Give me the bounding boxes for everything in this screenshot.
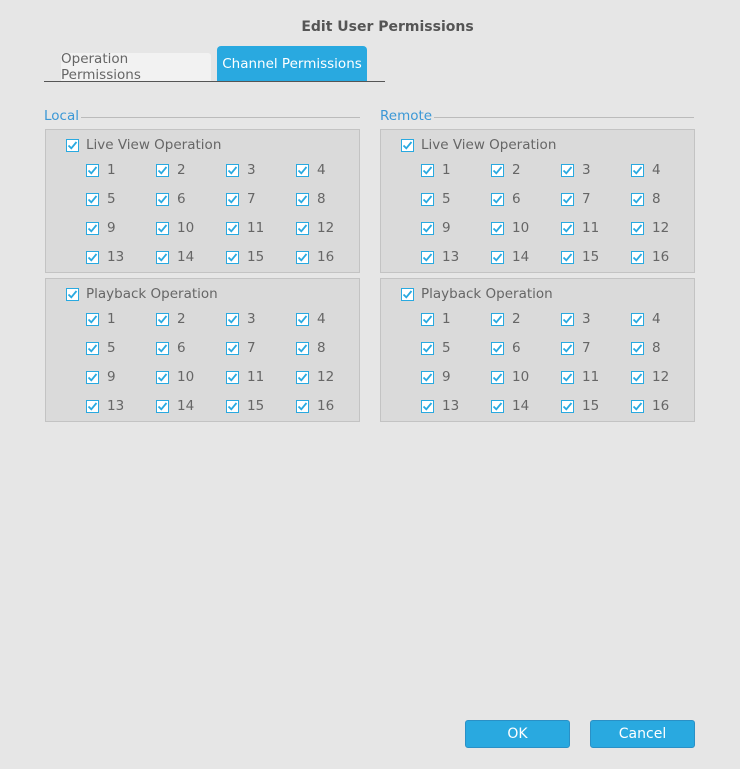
channel-label: 6 [177, 191, 186, 207]
checkmark-icon [157, 194, 168, 205]
checkmark-icon [422, 165, 433, 176]
channel-label: 8 [652, 191, 661, 207]
remote-playback-channel-3[interactable] [561, 311, 591, 327]
channel-checkbox[interactable] [421, 164, 434, 177]
remote-live-channel-15[interactable] [561, 249, 599, 265]
checkmark-icon [157, 343, 168, 354]
channel-checkbox[interactable] [226, 193, 239, 206]
remote-playback-channel-12[interactable] [631, 369, 669, 385]
checkmark-icon [562, 343, 573, 354]
channel-checkbox[interactable] [156, 222, 169, 235]
checkmark-icon [422, 194, 433, 205]
local-playback-channel-7[interactable] [226, 340, 256, 356]
checkmark-icon [297, 165, 308, 176]
channel-checkbox[interactable] [561, 164, 574, 177]
local-playback-channel-4[interactable] [296, 311, 326, 327]
checkmark-icon [87, 372, 98, 383]
checkmark-icon [492, 165, 503, 176]
channel-checkbox[interactable] [226, 164, 239, 177]
channel-label: 10 [177, 369, 195, 385]
channel-checkbox[interactable] [156, 371, 169, 384]
channel-checkbox[interactable] [631, 342, 644, 355]
channel-checkbox[interactable] [226, 371, 239, 384]
checkmark-icon [422, 401, 433, 412]
remote-live-channel-9[interactable] [421, 220, 451, 236]
checkmark-icon [227, 223, 238, 234]
channel-checkbox[interactable] [421, 342, 434, 355]
channel-checkbox[interactable] [421, 222, 434, 235]
remote-live-channel-1[interactable] [421, 162, 451, 178]
remote-playback-channel-1[interactable] [421, 311, 451, 327]
local-live-channel-16[interactable] [296, 249, 334, 265]
ok-button[interactable]: OK [465, 720, 570, 748]
channel-checkbox[interactable] [156, 164, 169, 177]
checkmark-icon [227, 252, 238, 263]
channel-label: 8 [317, 340, 326, 356]
channel-checkbox[interactable] [421, 251, 434, 264]
remote-playback-label: Playback Operation [421, 286, 553, 302]
remote-playback-channel-11[interactable] [561, 369, 599, 385]
channel-label: 3 [582, 162, 591, 178]
remote-section-header [380, 108, 694, 124]
channel-label: 2 [512, 311, 521, 327]
remote-live-channel-14[interactable] [491, 249, 529, 265]
checkmark-icon [632, 372, 643, 383]
checkmark-icon [422, 343, 433, 354]
channel-checkbox[interactable] [631, 164, 644, 177]
channel-checkbox[interactable] [86, 222, 99, 235]
checkmark-icon [87, 194, 98, 205]
checkmark-icon [87, 252, 98, 263]
checkmark-icon [227, 314, 238, 325]
channel-label: 15 [582, 249, 600, 265]
channel-label: 12 [317, 220, 335, 236]
checkmark-icon [632, 252, 643, 263]
channel-checkbox[interactable] [86, 371, 99, 384]
remote-live-channel-2[interactable] [491, 162, 521, 178]
local-playback-channel-2[interactable] [156, 311, 186, 327]
channel-label: 14 [177, 249, 195, 265]
channel-label: 7 [582, 191, 591, 207]
channel-label: 15 [247, 398, 265, 414]
local-label: Local [44, 108, 79, 124]
checkmark-icon [562, 223, 573, 234]
remote-live-channel-13[interactable] [421, 249, 459, 265]
local-live-channel-6[interactable] [156, 191, 186, 207]
local-playback-channel-1[interactable] [86, 311, 116, 327]
checkmark-icon [157, 372, 168, 383]
channel-label: 6 [177, 340, 186, 356]
channel-checkbox[interactable] [631, 400, 644, 413]
checkmark-icon [632, 223, 643, 234]
checkmark-icon [562, 194, 573, 205]
channel-label: 10 [177, 220, 195, 236]
channel-label: 10 [512, 369, 530, 385]
checkmark-icon [227, 194, 238, 205]
local-live-channel-7[interactable] [226, 191, 256, 207]
checkmark-icon [157, 165, 168, 176]
channel-label: 6 [512, 191, 521, 207]
tab-bar [44, 46, 385, 82]
channel-checkbox[interactable] [226, 342, 239, 355]
channel-label: 4 [652, 311, 661, 327]
dialog-title: Edit User Permissions [301, 19, 474, 35]
checkmark-icon [227, 165, 238, 176]
checkmark-icon [562, 314, 573, 325]
remote-playback-channel-9[interactable] [421, 369, 451, 385]
remote-playback-channel-8[interactable] [631, 340, 661, 356]
remote-playback-channel-14[interactable] [491, 398, 529, 414]
channel-label: 13 [107, 398, 125, 414]
checkmark-icon [297, 343, 308, 354]
channel-label: 16 [652, 398, 670, 414]
checkmark-icon [87, 343, 98, 354]
channel-label: 13 [107, 249, 125, 265]
remote-live-view-title [401, 137, 556, 153]
local-playback-title [66, 286, 218, 302]
local-playback-channel-10[interactable] [156, 369, 194, 385]
checkmark-icon [87, 314, 98, 325]
channel-checkbox[interactable] [421, 371, 434, 384]
local-live-channel-5[interactable] [86, 191, 116, 207]
checkmark-icon [297, 372, 308, 383]
local-playback-channel-15[interactable] [226, 398, 264, 414]
checkmark-icon [492, 314, 503, 325]
channel-checkbox[interactable] [561, 222, 574, 235]
channel-checkbox[interactable] [296, 251, 309, 264]
channel-label: 16 [317, 398, 335, 414]
local-live-view-checkbox[interactable] [66, 139, 79, 152]
channel-checkbox[interactable] [156, 313, 169, 326]
channel-checkbox[interactable] [491, 400, 504, 413]
remote-live-view-group [380, 129, 695, 273]
checkmark-icon [492, 252, 503, 263]
remote-live-view-label: Live View Operation [421, 137, 557, 153]
channel-label: 15 [582, 398, 600, 414]
checkmark-icon [632, 314, 643, 325]
local-playback-group [45, 278, 360, 422]
local-live-channel-8[interactable] [296, 191, 326, 207]
remote-live-channel-7[interactable] [561, 191, 591, 207]
channel-checkbox[interactable] [86, 193, 99, 206]
channel-label: 3 [247, 311, 256, 327]
channel-label: 7 [247, 340, 256, 356]
channel-label: 5 [442, 191, 451, 207]
tab-channel-permissions[interactable]: Channel Permissions [217, 46, 367, 81]
remote-live-channel-5[interactable] [421, 191, 451, 207]
channel-checkbox[interactable] [226, 400, 239, 413]
channel-label: 11 [247, 220, 265, 236]
channel-label: 7 [582, 340, 591, 356]
channel-checkbox[interactable] [561, 400, 574, 413]
channel-label: 16 [652, 249, 670, 265]
local-live-channel-13[interactable] [86, 249, 124, 265]
channel-label: 1 [107, 162, 116, 178]
remote-live-view-checkbox[interactable] [401, 139, 414, 152]
channel-label: 13 [442, 249, 460, 265]
channel-checkbox[interactable] [86, 342, 99, 355]
channel-label: 5 [442, 340, 451, 356]
local-live-channel-14[interactable] [156, 249, 194, 265]
local-playback-channel-5[interactable] [86, 340, 116, 356]
checkmark-icon [422, 223, 433, 234]
local-live-channel-1[interactable] [86, 162, 116, 178]
checkmark-icon [492, 343, 503, 354]
channel-label: 15 [247, 249, 265, 265]
remote-playback-channel-16[interactable] [631, 398, 669, 414]
channel-checkbox[interactable] [491, 313, 504, 326]
checkmark-icon [297, 314, 308, 325]
checkmark-icon [297, 252, 308, 263]
checkmark-icon [227, 372, 238, 383]
channel-checkbox[interactable] [296, 222, 309, 235]
local-playback-checkbox[interactable] [66, 288, 79, 301]
channel-label: 9 [107, 369, 116, 385]
local-playback-channel-16[interactable] [296, 398, 334, 414]
channel-label: 16 [317, 249, 335, 265]
channel-checkbox[interactable] [296, 371, 309, 384]
local-live-view-title [66, 137, 221, 153]
channel-label: 2 [177, 162, 186, 178]
channel-checkbox[interactable] [491, 164, 504, 177]
channel-checkbox[interactable] [491, 251, 504, 264]
remote-playback-channel-2[interactable] [491, 311, 521, 327]
remote-playback-channel-10[interactable] [491, 369, 529, 385]
local-playback-channel-8[interactable] [296, 340, 326, 356]
checkmark-icon [632, 194, 643, 205]
channel-label: 1 [107, 311, 116, 327]
channel-label: 4 [317, 311, 326, 327]
checkmark-icon [87, 223, 98, 234]
channel-label: 2 [512, 162, 521, 178]
local-playback-channel-9[interactable] [86, 369, 116, 385]
channel-label: 3 [247, 162, 256, 178]
checkmark-icon [492, 194, 503, 205]
checkmark-icon [297, 223, 308, 234]
local-playback-channel-12[interactable] [296, 369, 334, 385]
checkmark-icon [562, 372, 573, 383]
channel-label: 9 [107, 220, 116, 236]
channel-label: 11 [582, 220, 600, 236]
checkmark-icon [562, 165, 573, 176]
remote-label: Remote [380, 108, 433, 124]
remote-live-channel-11[interactable] [561, 220, 599, 236]
remote-playback-channel-5[interactable] [421, 340, 451, 356]
remote-playback-group [380, 278, 695, 422]
checkmark-icon [492, 401, 503, 412]
channel-checkbox[interactable] [296, 313, 309, 326]
cancel-button[interactable]: Cancel [590, 720, 695, 748]
channel-label: 9 [442, 220, 451, 236]
channel-checkbox[interactable] [561, 371, 574, 384]
checkmark-icon [87, 165, 98, 176]
channel-checkbox[interactable] [226, 313, 239, 326]
remote-playback-channel-13[interactable] [421, 398, 459, 414]
checkmark-icon [297, 401, 308, 412]
local-live-channel-4[interactable] [296, 162, 326, 178]
channel-checkbox[interactable] [296, 193, 309, 206]
tab-operation-permissions[interactable]: Operation Permissions [61, 53, 211, 81]
channel-label: 14 [512, 249, 530, 265]
channel-label: 12 [652, 369, 670, 385]
remote-live-channel-10[interactable] [491, 220, 529, 236]
channel-label: 6 [512, 340, 521, 356]
local-playback-channel-3[interactable] [226, 311, 256, 327]
channel-checkbox[interactable] [156, 251, 169, 264]
channel-checkbox[interactable] [421, 193, 434, 206]
channel-label: 12 [317, 369, 335, 385]
checkmark-icon [157, 314, 168, 325]
checkmark-icon [157, 401, 168, 412]
channel-checkbox[interactable] [631, 222, 644, 235]
local-playback-label: Playback Operation [86, 286, 218, 302]
local-live-channel-3[interactable] [226, 162, 256, 178]
local-live-view-label: Live View Operation [86, 137, 222, 153]
checkmark-icon [492, 223, 503, 234]
channel-checkbox[interactable] [561, 193, 574, 206]
channel-checkbox[interactable] [561, 342, 574, 355]
channel-label: 4 [652, 162, 661, 178]
remote-playback-channel-6[interactable] [491, 340, 521, 356]
channel-label: 8 [652, 340, 661, 356]
channel-label: 12 [652, 220, 670, 236]
channel-checkbox[interactable] [86, 400, 99, 413]
channel-label: 9 [442, 369, 451, 385]
channel-checkbox[interactable] [631, 251, 644, 264]
channel-checkbox[interactable] [631, 193, 644, 206]
remote-playback-channel-15[interactable] [561, 398, 599, 414]
channel-checkbox[interactable] [226, 222, 239, 235]
checkmark-icon [402, 140, 413, 151]
checkmark-icon [297, 194, 308, 205]
channel-label: 8 [317, 191, 326, 207]
channel-checkbox[interactable] [421, 313, 434, 326]
remote-playback-title [401, 286, 553, 302]
checkmark-icon [227, 343, 238, 354]
local-playback-channel-6[interactable] [156, 340, 186, 356]
channel-checkbox[interactable] [86, 164, 99, 177]
checkmark-icon [67, 140, 78, 151]
channel-label: 10 [512, 220, 530, 236]
channel-label: 3 [582, 311, 591, 327]
channel-checkbox[interactable] [296, 164, 309, 177]
local-live-view-group [45, 129, 360, 273]
channel-checkbox[interactable] [296, 342, 309, 355]
local-playback-channel-11[interactable] [226, 369, 264, 385]
local-live-channel-15[interactable] [226, 249, 264, 265]
local-live-channel-2[interactable] [156, 162, 186, 178]
channel-checkbox[interactable] [156, 342, 169, 355]
section-divider [434, 117, 694, 118]
channel-label: 5 [107, 191, 116, 207]
checkmark-icon [227, 401, 238, 412]
channel-label: 14 [512, 398, 530, 414]
checkmark-icon [402, 289, 413, 300]
section-divider [81, 117, 360, 118]
checkmark-icon [67, 289, 78, 300]
local-live-channel-10[interactable] [156, 220, 194, 236]
channel-label: 2 [177, 311, 186, 327]
checkmark-icon [632, 401, 643, 412]
checkmark-icon [157, 252, 168, 263]
remote-playback-checkbox[interactable] [401, 288, 414, 301]
checkmark-icon [157, 223, 168, 234]
remote-live-channel-16[interactable] [631, 249, 669, 265]
channel-checkbox[interactable] [491, 342, 504, 355]
channel-label: 13 [442, 398, 460, 414]
channel-checkbox[interactable] [631, 371, 644, 384]
checkmark-icon [422, 252, 433, 263]
channel-label: 7 [247, 191, 256, 207]
local-playback-channel-14[interactable] [156, 398, 194, 414]
channel-checkbox[interactable] [561, 313, 574, 326]
checkmark-icon [422, 314, 433, 325]
channel-checkbox[interactable] [156, 400, 169, 413]
checkmark-icon [87, 401, 98, 412]
channel-checkbox[interactable] [561, 251, 574, 264]
channel-label: 1 [442, 162, 451, 178]
checkmark-icon [492, 372, 503, 383]
channel-checkbox[interactable] [491, 222, 504, 235]
checkmark-icon [562, 252, 573, 263]
channel-checkbox[interactable] [86, 313, 99, 326]
local-live-channel-12[interactable] [296, 220, 334, 236]
channel-checkbox[interactable] [296, 400, 309, 413]
channel-checkbox[interactable] [156, 193, 169, 206]
channel-label: 14 [177, 398, 195, 414]
checkmark-icon [632, 343, 643, 354]
checkmark-icon [632, 165, 643, 176]
remote-live-channel-3[interactable] [561, 162, 591, 178]
local-live-channel-11[interactable] [226, 220, 264, 236]
channel-label: 11 [582, 369, 600, 385]
channel-checkbox[interactable] [226, 251, 239, 264]
local-playback-channel-13[interactable] [86, 398, 124, 414]
channel-checkbox[interactable] [491, 193, 504, 206]
channel-checkbox[interactable] [86, 251, 99, 264]
local-section-header [44, 108, 360, 124]
channel-checkbox[interactable] [421, 400, 434, 413]
channel-label: 5 [107, 340, 116, 356]
remote-live-channel-4[interactable] [631, 162, 661, 178]
remote-playback-channel-7[interactable] [561, 340, 591, 356]
checkmark-icon [422, 372, 433, 383]
channel-checkbox[interactable] [491, 371, 504, 384]
channel-label: 1 [442, 311, 451, 327]
checkmark-icon [562, 401, 573, 412]
channel-checkbox[interactable] [631, 313, 644, 326]
local-live-channel-9[interactable] [86, 220, 116, 236]
channel-label: 4 [317, 162, 326, 178]
channel-label: 11 [247, 369, 265, 385]
remote-live-channel-12[interactable] [631, 220, 669, 236]
remote-playback-channel-4[interactable] [631, 311, 661, 327]
remote-live-channel-8[interactable] [631, 191, 661, 207]
remote-live-channel-6[interactable] [491, 191, 521, 207]
